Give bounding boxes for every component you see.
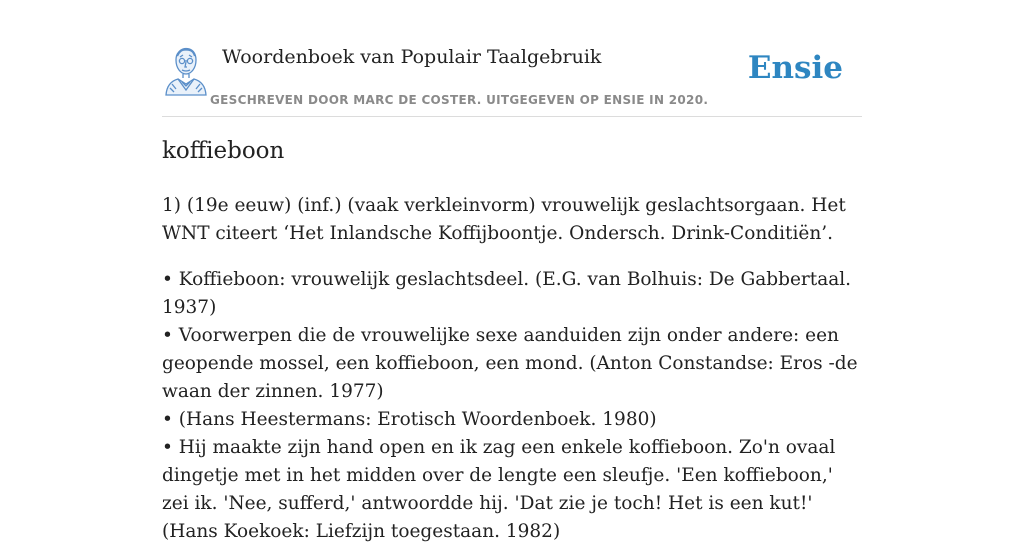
author-byline: GESCHREVEN DOOR MARC DE COSTER. UITGEGEVEN OP ENSIE IN 2020. [210,93,709,107]
quote-item: • Koffieboon: vrouwelijk geslachtsdeel. (E.G. van Bolhuis: De Gabbertaal. 1937) [162,269,852,318]
entry-term: koffieboon [162,138,285,164]
quote-item: • Voorwerpen die de vrouwelijke sexe aanduiden zijn onder andere: een geopende mossel, een koffieboon, een mond. (Anton Constandse: Eros -de waan der zinnen. 1977) [162,325,858,402]
ensie-logo[interactable]: Ensie [747,50,843,86]
entry-definition: 1) (19e eeuw) (inf.) (vaak verkleinvorm) vrouwelijk geslachtsorgaan. Het WNT citeert ‘Het Inlandsche Koffijboontje. Ondersch. Drink-Conditiën’. [162,195,846,244]
book-title[interactable]: Woordenboek van Populair Taalgebruik [222,46,602,68]
site-header [162,40,862,117]
author-portrait-icon[interactable] [162,46,210,96]
entry-content [162,192,862,546]
quote-item: • Hij maakte zijn hand open en ik zag een enkele koffieboon. Zo'n ovaal dingetje met in het midden over de lengte een sleufje. 'Een koffieboon,' zei ik. 'Nee, sufferd,' antwoordde hij. 'Dat zie je toch! Het is een kut!' (Hans Koekoek: Liefzijn toegestaan. 1982) [162,437,836,542]
quote-item: • (Hans Heestermans: Erotisch Woordenboek. 1980) [162,409,657,430]
entry-quotes [162,266,862,546]
